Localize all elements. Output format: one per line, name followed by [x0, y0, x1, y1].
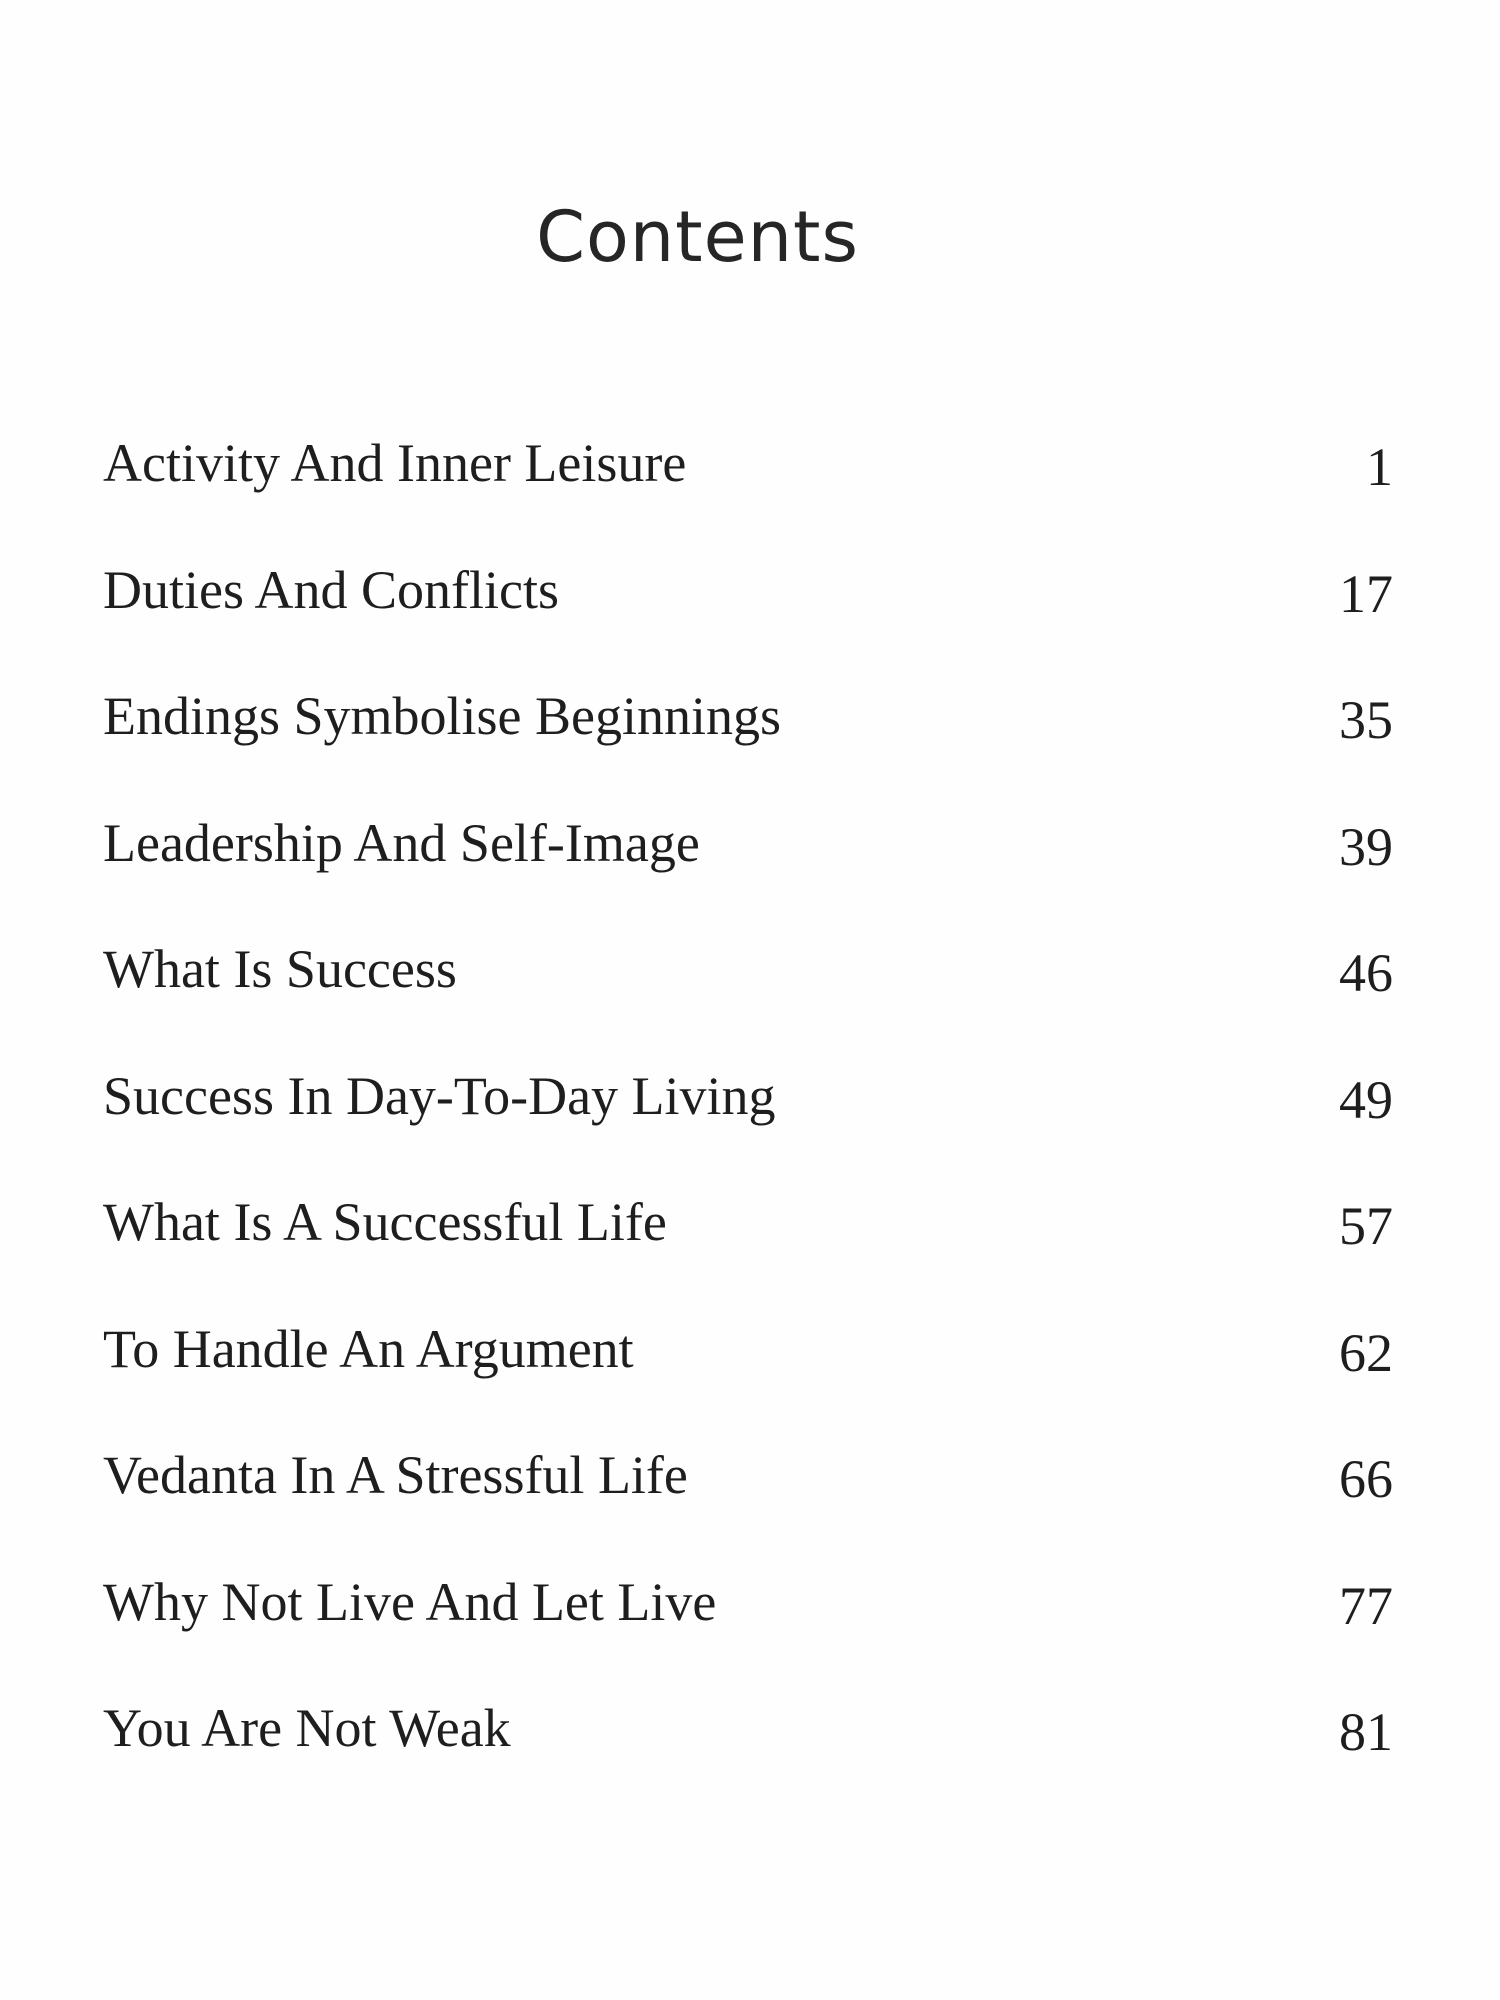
- toc-entry: [103, 812, 1393, 939]
- toc-entry-title: Success In Day-To-Day Living: [103, 1065, 776, 1126]
- toc-entry-page: 57: [1339, 1196, 1393, 1256]
- toc-entry-page: 62: [1339, 1322, 1393, 1383]
- toc-entry: [103, 1191, 1393, 1318]
- toc-entry-title: You Are Not Weak: [103, 1698, 511, 1758]
- toc-entry: [103, 1697, 1393, 1824]
- toc-entry: [103, 432, 1393, 559]
- toc-entry-page: 81: [1339, 1702, 1393, 1762]
- toc-entry-page: 35: [1339, 690, 1393, 750]
- toc-entry-page: 1: [1366, 437, 1393, 497]
- toc-entry-page: 77: [1339, 1575, 1393, 1636]
- toc-entry-page: 66: [1339, 1449, 1393, 1509]
- toc-entry: [103, 1318, 1393, 1445]
- toc-entry-title: Leadership And Self-Image: [103, 812, 700, 873]
- toc-entry: [103, 685, 1393, 812]
- toc-entry-page: 49: [1339, 1069, 1393, 1130]
- toc-entry-title: What Is A Successful Life: [103, 1192, 667, 1252]
- toc-entry-title: Activity And Inner Leisure: [103, 433, 687, 493]
- toc-entry: [103, 559, 1393, 686]
- table-of-contents: [103, 432, 1393, 1824]
- toc-entry-title: Endings Symbolise Beginnings: [103, 686, 782, 746]
- toc-entry-page: 46: [1339, 943, 1393, 1003]
- toc-entry-title: To Handle An Argument: [103, 1318, 634, 1379]
- toc-entry-title: Vedanta In A Stressful Life: [103, 1445, 688, 1505]
- toc-entry-title: What Is Success: [103, 939, 457, 999]
- toc-entry-title: Duties And Conflicts: [103, 559, 559, 620]
- toc-entry-title: Why Not Live And Let Live: [103, 1571, 717, 1632]
- toc-entry-page: 39: [1339, 816, 1393, 877]
- toc-entry: [103, 1065, 1393, 1192]
- page-title: Contents: [536, 196, 859, 278]
- toc-entry: [103, 1571, 1393, 1698]
- toc-entry: [103, 1444, 1393, 1571]
- toc-entry-page: 17: [1339, 563, 1393, 624]
- toc-entry: [103, 938, 1393, 1065]
